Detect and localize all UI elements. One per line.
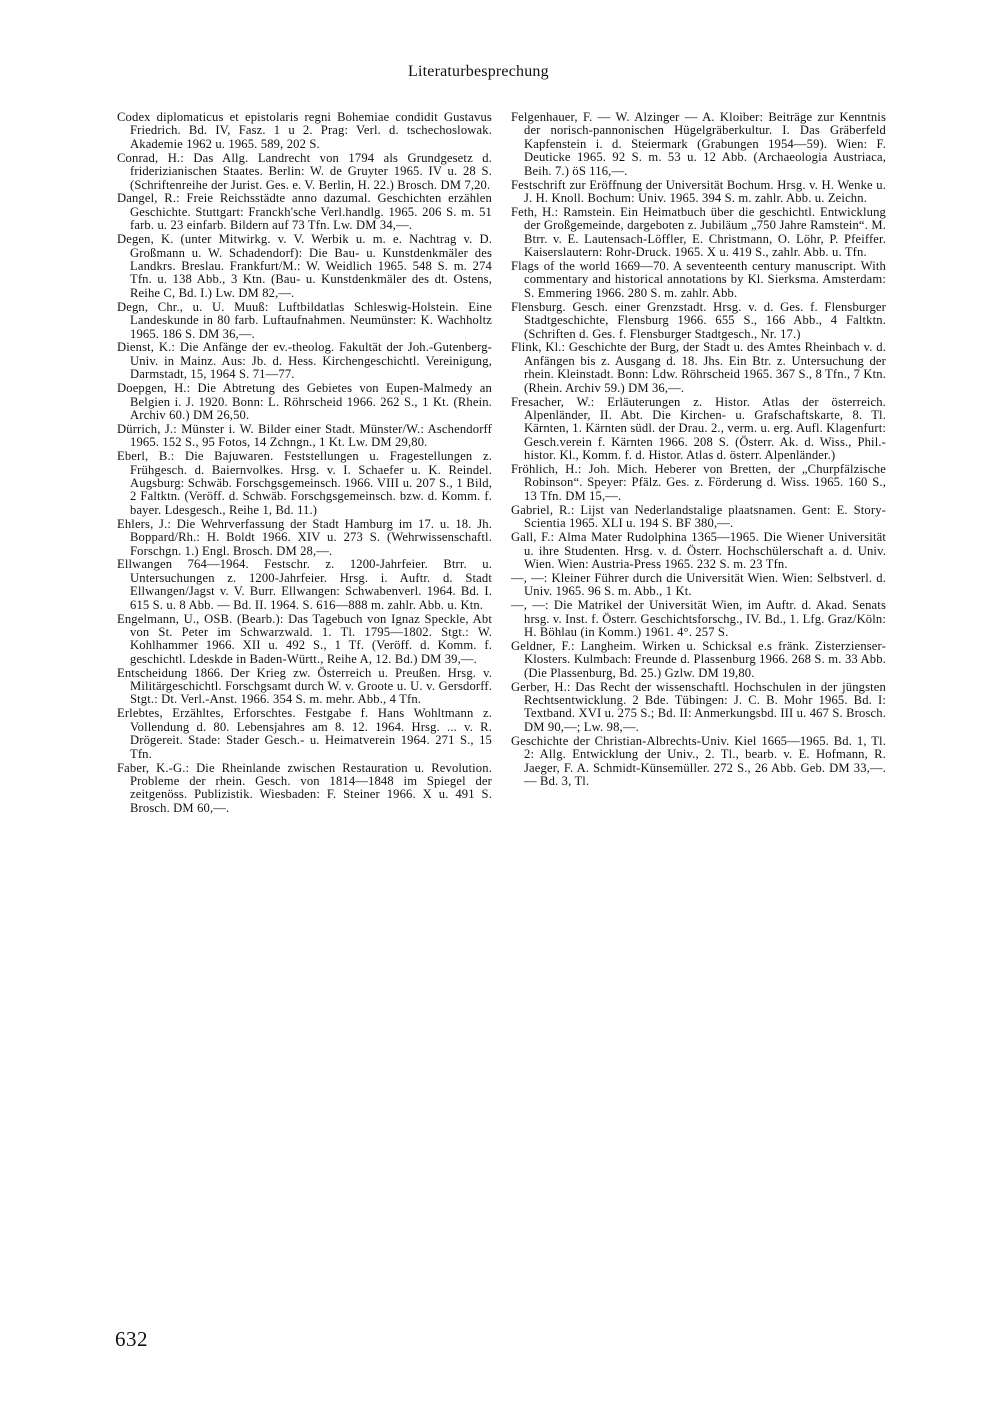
bibliography-entry: Feth, H.: Ramstein. Ein Heimatbuch über die geschichtl. Entwicklung der Großgemeinde, dargeboten z. Jubiläum „750 Jahre Ramstein“. M. Btrr. v. E. Lautensach-Löffler, E. Christmann, O. Löhr, P. Pfeiffer. Kaiserslautern: Rohr-Druck. 1965. X u. 419 S., zahlr. Abb. u. Tfn. — [511, 204, 886, 260]
bibliography-entry: Gerber, H.: Das Recht der wissenschaftl. Hochschulen in der jüngsten Rechtsentwicklung. 2 Bde. Tübingen: J. C. B. Mohr 1965. Bd. I: Textband. XVI u. 275 S.; Bd. II: Anmerkungsbd. III u. 467 S. Brosch. DM 90,—; Lw. 98,—. — [511, 679, 886, 734]
right-column — [511, 111, 886, 789]
bibliography-entry: Fresacher, W.: Erläuterungen z. Histor. Atlas der österreich. Alpenländer, II. Abt. Die Kirchen- u. Grafschaftskarte, 8. Tl. Kärnten, 1. Kärnten südl. der Drau. 2., verm. u. erg. Aufl. Klagenfurt: Gesch.verein f. Kärnten 1966. 208 S. (Österr. Ak. d. Wiss., Phil.-histor. Kl., Komm. f. d. Histor. Atlas d. österr. Alpenländer.) — [511, 394, 886, 463]
bibliography-entry: Doepgen, H.: Die Abtretung des Gebietes von Eupen-Malmedy an Belgien i. J. 1920. Bonn: L. Röhrscheid 1966. 262 S., 1 Kt. (Rhein. Archiv 60.) DM 26,50. — [117, 381, 492, 422]
bibliography-entry: Degen, K. (unter Mitwirkg. v. V. Werbik u. m. e. Nachtrag v. D. Großmann u. W. Schadendorf): Die Bau- u. Kunstdenkmäler des Landkrs. Breslau. Frankfurt/M.: W. Weidlich 1965. 548 S. m. 274 Tfn. u. 138 Abb., 3 Ktn. (Bau- u. Kunstdenkmäler des dt. Ostens, Reihe C, Bd. I.) Lw. DM 82,—. — [117, 232, 492, 300]
bibliography-entry: Dangel, R.: Freie Reichsstädte anno dazumal. Geschichten erzählen Geschichte. Stuttgart: Franckh'sche Verl.handlg. 1965. 206 S. m. 51 farb. u. 23 einfarb. Bildern auf 73 Tfn. Lw. DM 34,—. — [117, 191, 492, 233]
bibliography-entry: Flink, Kl.: Geschichte der Burg, der Stadt u. des Amtes Rheinbach v. d. Anfängen bis z. Ausgang d. 18. Jhs. Ein Btr. z. Untersuchung der rhein. Kleinstadt. Bonn: Ldw. Röhrscheid 1965. 367 S., 8 Tfn., 7 Ktn. (Rhein. Archiv 59.) DM 36,—. — [511, 340, 886, 395]
bibliography-entry: Entscheidung 1866. Der Krieg zw. Österreich u. Preußen. Hrsg. v. Militärgeschichtl. Forschgsamt durch W. v. Groote u. U. v. Gersdorff. Stgt.: Dt. Verl.-Anst. 1966. 354 S. m. mehr. Abb., 4 Tfn. — [117, 665, 492, 707]
bibliography-entry: Gall, F.: Alma Mater Rudolphina 1365—1965. Die Wiener Universität u. ihre Studenten. Hrsg. v. d. Österr. Hochschülerschaft a. d. Univ. Wien. Wien: Austria-Press 1965. 232 S. m. 23 Tfn. — [511, 530, 886, 571]
bibliography-entry: Conrad, H.: Das Allg. Landrecht von 1794 als Grundgesetz d. friderizianischen Staates. Berlin: W. de Gruyter 1965. IV u. 28 S. (Schriftenreihe der Jurist. Ges. e. V. Berlin, H. 22.) Brosch. DM 7,20. — [117, 150, 492, 192]
bibliography-entry: Fröhlich, H.: Joh. Mich. Heberer von Bretten, der „Churpfälzische Robinson“. Speyer: Pfälz. Ges. z. Förderung d. Wiss. 1965. 160 S., 13 Tfn. DM 15,—. — [511, 462, 886, 503]
bibliography-entry: Flensburg. Gesch. einer Grenzstadt. Hrsg. v. d. Ges. f. Flensburger Stadtgeschichte, Flensburg 1966. 655 S., 166 Abb., 4 Faltktn. (Schriften d. Ges. f. Flensburger Stadtgesch., Nr. 17.) — [511, 299, 886, 341]
bibliography-entry: Eberl, B.: Die Bajuwaren. Feststellungen u. Fragestellungen z. Frühgesch. d. Baiernvolkes. Hrsg. v. I. Schaefer u. K. Reindel. Augsburg: Schwäb. Forschgsgemeinsch. 1966. VIII u. 207 S., 1 Bild, 2 Faltktn. (Veröff. d. Schwäb. Forschgsgemeinsch. bzw. d. Komm. f. bayer. Ldesgesch., Reihe 1, Bd. 11.) — [117, 449, 492, 517]
bibliography-entry: Gabriel, R.: Lijst van Nederlandstalige plaatsnamen. Gent: E. Story-Scientia 1965. XLI u. 194 S. BF 380,—. — [511, 502, 886, 531]
left-column — [117, 111, 492, 816]
bibliography-entry: Ehlers, J.: Die Wehrverfassung der Stadt Hamburg im 17. u. 18. Jh. Boppard/Rh.: H. Boldt 1966. XIV u. 273 S. (Wehrwissenschaftl. Forschgn. 1.) Engl. Brosch. DM 28,—. — [117, 516, 492, 558]
bibliography-entry: —, —: Kleiner Führer durch die Universität Wien. Wien: Selbstverl. d. Univ. 1965. 96 S. m. Abb., 1 Kt. — [511, 570, 886, 599]
bibliography-entry: Erlebtes, Erzähltes, Erforschtes. Festgabe f. Hans Wohltmann z. Vollendung d. 80. Lebensjahres am 8. 12. 1964. Hrsg. ... v. R. Drögereit. Stade: Stader Gesch.- u. Heimatverein 1964. 271 S., 15 Tfn. — [117, 706, 492, 761]
bibliography-entry: Codex diplomaticus et epistolaris regni Bohemiae condidit Gustavus Friedrich. Bd. IV, Fasz. 1 u 2. Prag: Verl. d. tschechoslowak. Akademie 1962 u. 1965. 589, 202 S. — [117, 110, 492, 151]
bibliography-entry: Dürrich, J.: Münster i. W. Bilder einer Stadt. Münster/W.: Aschendorff 1965. 152 S., 95 Fotos, 14 Zchngn., 1 Kt. Lw. DM 29,80. — [117, 421, 492, 450]
bibliography-entry: Dienst, K.: Die Anfänge der ev.-theolog. Fakultät der Joh.-Gutenberg-Univ. in Mainz. Aus: Jb. d. Hess. Kirchengeschichtl. Vereinigung, Darmstadt, 15, 1964 S. 71—77. — [117, 340, 492, 382]
bibliography-entry: Geldner, F.: Langheim. Wirken u. Schicksal e.s fränk. Zisterzienser-Klosters. Kulmbach: Freunde d. Plassenburg 1966. 268 S. m. 33 Abb. (Die Plassenburg, Bd. 25.) Gzlw. DM 19,80. — [511, 638, 886, 680]
bibliography-entry: Ellwangen 764—1964. Festschr. z. 1200-Jahrfeier. Btrr. u. Untersuchungen z. 1200-Jahrfeier. Hrsg. i. Auftr. d. Stadt Ellwangen/Jagst v. V. Burr. Ellwangen: Schwabenverl. 1964. Bd. I. 615 S. u. 8 Abb. — Bd. II. 1964. S. 616—888 m. zahlr. Abb. u. Ktn. — [117, 557, 492, 612]
bibliography-entry: Faber, K.-G.: Die Rheinlande zwischen Restauration u. Revolution. Probleme der rhein. Gesch. von 1814—1848 im Spiegel der zeitgenöss. Publizistik. Wiesbaden: F. Steiner 1966. X u. 491 S. Brosch. DM 60,—. — [117, 760, 492, 815]
bibliography-entry: Festschrift zur Eröffnung der Universität Bochum. Hrsg. v. H. Wenke u. J. H. Knoll. Bochum: Univ. 1965. 394 S. m. zahlr. Abb. u. Zeichn. — [511, 177, 886, 205]
page-number: 632 — [115, 1327, 148, 1351]
bibliography-entry: —, —: Die Matrikel der Universität Wien, im Auftr. d. Akad. Senats hrsg. v. Inst. f. Österr. Geschichtsforschg., IV. Bd., 1. Lfg. Graz/Köln: H. Böhlau (in Komm.) 1961. 4°. 257 S. — [511, 598, 886, 639]
running-header: Literaturbesprechung — [408, 63, 549, 80]
bibliography-entry: Geschichte der Christian-Albrechts-Univ. Kiel 1665—1965. Bd. 1, Tl. 2: Allg. Entwicklung der Univ., 2. Tl., bearb. v. E. Hofmann, R. Jaeger, F. A. Schmidt-Künsemüller. 272 S., 26 Abb. Geb. DM 33,—. — Bd. 3, Tl. — [511, 733, 886, 788]
bibliography-entry: Felgenhauer, F. — W. Alzinger — A. Kloiber: Beiträge zur Kenntnis der norisch-pannonischen Hügelgräberkultur. I. Das Gräberfeld Kapfenstein i. d. Steiermark (Grabungen 1954—59). Wien: F. Deuticke 1965. 92 S. m. 53 u. 12 Abb. (Archaeologia Austriaca, Beih. 7.) öS 116,—. — [511, 110, 886, 178]
bibliography-entry: Engelmann, U., OSB. (Bearb.): Das Tagebuch von Ignaz Speckle, Abt von St. Peter im Schwarzwald. 1. Tl. 1795—1802. Stgt.: W. Kohlhammer 1966. XII u. 492 S., 1 Tf. (Veröff. d. Komm. f. geschichtl. Ldeskde in Baden-Württ., Reihe A, 12. Bd.) DM 39,—. — [117, 611, 492, 666]
bibliography-entry: Flags of the world 1669—70. A seventeenth century manuscript. With commentary and historical annotations by Kl. Sierksma. Amsterdam: S. Emmering 1966. 280 S. m. zahlr. Abb. — [511, 258, 886, 300]
bibliography-entry: Degn, Chr., u. U. Muuß: Luftbildatlas Schleswig-Holstein. Eine Landeskunde in 80 farb. Luftaufnahmen. Neumünster: K. Wachholtz 1965. 186 S. DM 36,—. — [117, 299, 492, 341]
